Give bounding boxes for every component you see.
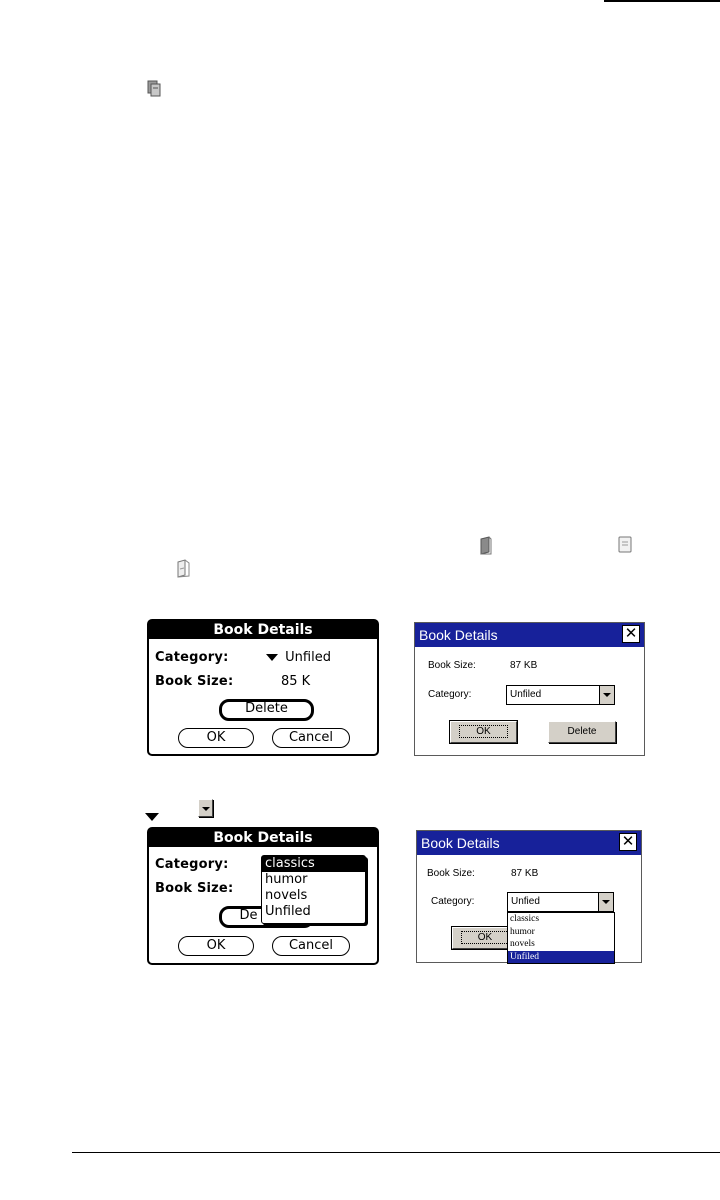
book-size-value: 87 KB — [511, 868, 539, 879]
list-item[interactable]: classics — [510, 914, 540, 924]
list-item[interactable]: Unfiled — [508, 951, 614, 964]
dialog-title: Book Details — [419, 627, 498, 643]
book-open-icon — [175, 558, 193, 578]
wce-book-details-dialog — [414, 622, 645, 756]
ok-button[interactable] — [450, 721, 517, 743]
category-label: Category: — [155, 650, 229, 665]
close-button[interactable]: ✕ — [619, 833, 637, 851]
category-label: Category: — [155, 857, 229, 872]
cancel-button[interactable]: Cancel — [272, 936, 350, 956]
book-size-label: Book Size: — [428, 660, 476, 671]
list-item[interactable]: classics — [262, 856, 365, 872]
delete-label-partial: De — [239, 908, 258, 923]
dialog-titlebar — [417, 831, 641, 855]
wce-book-details-dialog-open — [416, 830, 642, 963]
combo-arrow-icon — [198, 799, 213, 817]
delete-button[interactable]: Delete — [548, 721, 616, 743]
dialog-title: Book Details — [149, 829, 377, 847]
list-item[interactable]: humor — [510, 926, 535, 937]
category-dropdown-list[interactable] — [507, 912, 615, 964]
close-button[interactable]: ✕ — [622, 625, 640, 643]
combo-arrow-icon[interactable] — [598, 893, 613, 911]
list-item[interactable]: Unfiled — [265, 904, 311, 919]
bottom-rule — [72, 1152, 720, 1153]
ok-button[interactable]: OK — [178, 728, 254, 748]
combo-arrow-icon[interactable] — [599, 686, 614, 704]
category-select[interactable] — [507, 892, 614, 912]
category-label: Category: — [428, 689, 472, 700]
dialog-titlebar — [415, 623, 644, 647]
book-size-value: 87 KB — [510, 660, 538, 671]
book-size-value: 85 K — [281, 674, 311, 689]
list-item[interactable]: novels — [510, 939, 535, 949]
book-size-label: Book Size: — [155, 674, 234, 689]
list-item[interactable]: novels — [265, 888, 308, 903]
category-picker[interactable] — [266, 650, 331, 665]
ok-button[interactable]: OK — [178, 936, 254, 956]
category-dropdown-list[interactable] — [261, 855, 366, 924]
delete-button[interactable]: Delete — [219, 699, 314, 721]
cancel-button[interactable]: Cancel — [272, 728, 350, 748]
palm-book-details-dialog — [147, 619, 379, 756]
book-icon — [478, 536, 494, 556]
book-size-label: Book Size: — [155, 881, 234, 896]
category-value: Unfied — [511, 896, 540, 907]
dialog-title: Book Details — [421, 835, 500, 851]
category-value: Unfiled — [285, 650, 331, 665]
triangle-down-icon — [266, 654, 278, 661]
top-rule — [604, 0, 720, 2]
category-select[interactable] — [506, 685, 615, 705]
category-value: Unfiled — [510, 689, 542, 700]
category-label: Category: — [431, 896, 475, 907]
ok-label: OK — [461, 931, 509, 944]
ok-label: OK — [459, 725, 507, 738]
dialog-title: Book Details — [149, 621, 377, 639]
list-item[interactable]: humor — [265, 872, 308, 887]
book-stack-icon — [145, 79, 163, 97]
palm-book-details-dialog-open — [147, 827, 379, 965]
note-icon — [617, 535, 633, 555]
triangle-down-icon — [145, 806, 159, 825]
book-size-label: Book Size: — [427, 868, 475, 879]
